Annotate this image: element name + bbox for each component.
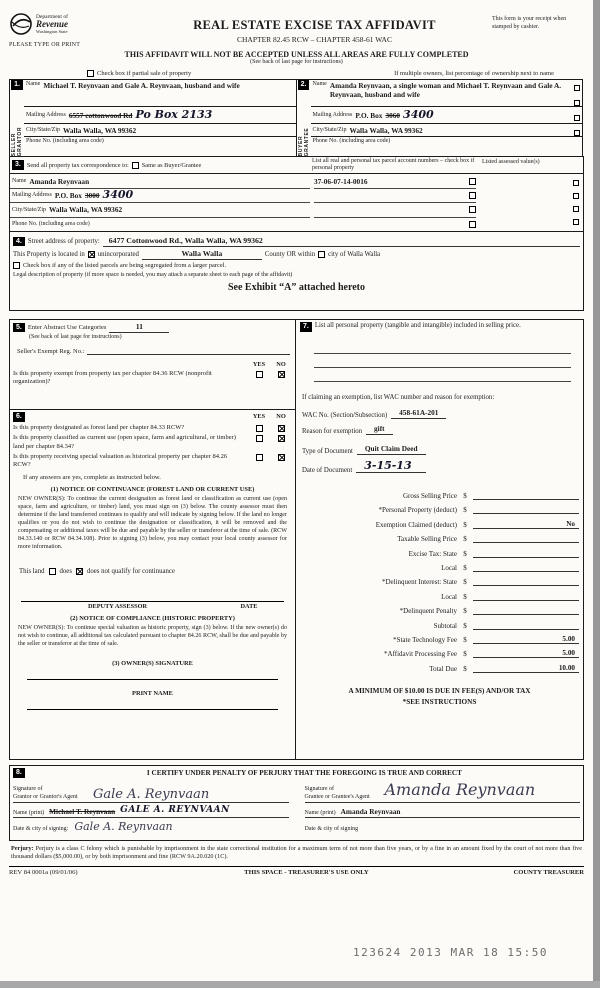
personal-property-blank-line [314, 368, 571, 382]
section-2-buyer [296, 79, 584, 157]
correspondence-mailing-label: Mailing Address [12, 192, 52, 199]
cashier-stamp: 123624 2013 MAR 18 15:50 [353, 946, 548, 959]
buyer-mailing-label: Mailing Address [312, 112, 353, 118]
grantor-name-print-label: Name (print) [13, 809, 45, 816]
scan-edge-bottom [0, 981, 600, 988]
exempt-reg-blank [87, 346, 290, 355]
correspondence-name-value: Amanda Reynvaan [29, 176, 90, 186]
section-7-number: 7. [300, 322, 312, 332]
fee-row-exemption [300, 514, 579, 528]
section-8-number: 8. [13, 768, 25, 778]
abstract-use-label: Enter Abstract Use Categories [27, 324, 107, 331]
tax-exempt-no-checkbox [278, 371, 285, 378]
fee-row-delinquent-local [300, 586, 579, 600]
exhibit-a-note: See Exhibit “A” attached hereto [227, 282, 366, 293]
fee-row-technology [300, 630, 579, 644]
fee-label: *Delinquent Penalty [399, 607, 457, 616]
correspondence-city-label: City/State/Zip [12, 206, 46, 213]
date-label: DATE [240, 602, 258, 610]
section-4-property [9, 231, 584, 311]
fee-value [473, 499, 579, 500]
personal-property-checkbox [469, 206, 476, 213]
fee-label: *State Technology Fee [393, 635, 457, 644]
section-1-seller [9, 79, 297, 157]
no-header: NO [276, 361, 286, 368]
notice-continuance-title: (1) NOTICE OF CONTINUANCE (FOREST LAND OR CURRENT USE) [50, 485, 255, 493]
form-chapter: CHAPTER 82.45 RCW – CHAPTER 458-61 WAC [237, 35, 392, 44]
section-3-correspondence [9, 156, 584, 232]
tax-exempt-question: Is this property exempt from property tax per chapter 84.36 RCW (nonprofit organization)? [13, 370, 212, 386]
perjury-notice [9, 845, 584, 862]
assessed-value-boxes [480, 174, 583, 231]
land-does-not-checkbox [76, 568, 83, 575]
seller-mailing-handwritten: Po Box 2133 [135, 107, 213, 121]
segregated-checkbox [13, 262, 20, 269]
county-treasurer-label: COUNTY TREASURER [513, 868, 584, 876]
dollar-sign: $ [463, 621, 467, 630]
owner-signature-line [27, 667, 278, 680]
please-type-or-print: PLEASE TYPE OR PRINT [9, 42, 81, 48]
partial-sale-checkbox [87, 70, 94, 77]
perjury-label: Perjury: [11, 845, 34, 852]
seller-city-label: City/State/Zip [26, 127, 60, 133]
percent-box [574, 130, 580, 136]
current-use-yes-checkbox [256, 435, 263, 442]
personal-property-checkbox [469, 221, 476, 228]
grantee-signature-script: Amanda Reynvaan [384, 779, 536, 799]
dollar-sign: $ [463, 664, 467, 673]
dollar-sign: $ [463, 492, 467, 501]
dept-line2: Revenue [36, 18, 68, 29]
fee-label: Local [441, 564, 457, 573]
correspondence-name-label: Name [12, 178, 27, 185]
dept-line3: Washington State [36, 28, 68, 34]
grantee-date-label: Date & city of signing [304, 825, 359, 832]
section-6-number: 6. [13, 412, 25, 422]
parcel-header: List all real and personal tax parcel account numbers – check box if personal property [312, 158, 475, 172]
fee-row-total-due [300, 658, 579, 672]
dollar-sign: $ [463, 520, 467, 529]
percent-box [574, 100, 580, 106]
seller-name-value: Michael T. Reynvaan and Gale A. Reynvaan, husband and wife [43, 81, 240, 90]
minimum-fee-note: A MINIMUM OF $10.00 IS DUE IN FEE(S) AND/OR TAX [348, 686, 531, 695]
print-name-label: PRINT NAME [132, 689, 173, 697]
section-3-number: 3. [12, 160, 24, 170]
no-header: NO [276, 413, 286, 421]
street-address-value: 6477 Cottonwood Rd., Walla Walla, WA 99362 [103, 236, 580, 247]
tax-exempt-yes-checkbox [256, 371, 263, 378]
historic-no-checkbox [278, 454, 285, 461]
percent-box [574, 85, 580, 91]
dollar-sign: $ [463, 650, 467, 659]
if-yes-note: If any answers are yes, complete as instructed below. [23, 473, 161, 481]
multiple-owners-label: If multiple owners, list percentage of ownership next to name [394, 70, 554, 77]
grantor-signature-label-2: Grantor or Grantor's Agent [13, 793, 78, 800]
current-use-question: Is this property classified as current use (open space, farm and agricultural, or timber) land per chapter 84.34? [13, 434, 236, 450]
grantee-signature-label-2: Grantee or Grantee's Agent [304, 793, 370, 800]
fee-label: Total Due [429, 664, 457, 673]
personal-property-label: List all personal property (tangible and intangible) included in selling price. [314, 322, 521, 329]
this-land-label: This land [19, 567, 45, 575]
fee-value [473, 513, 579, 514]
same-as-buyer-checkbox [132, 162, 139, 169]
assessed-value-box [573, 180, 579, 186]
seller-phone-label: Phone No. (including area code) [26, 138, 104, 144]
notice-continuance-body: NEW OWNER(S): To continue the current designation as forest land or classification as current use (open space, farm and agriculture, or timber) land, you must sign on (3) below. The county assessor must then determine if the land transferred continues to qualify and will indicate by signing below. If the land no longer qualifies or you do not wish to continue the designation or classification, it will be removed and the compensating or additional taxes will be due and payable by the seller or transferor at the time of sale. (RCW 84.33.140 or RCW 84.34.108). Prior to signing (3) below, you may contact your local county assessor for more information. [18, 495, 287, 551]
grantor-side-label: GRANTOR [17, 126, 23, 156]
parties-section [9, 79, 584, 157]
grantor-signature-block [13, 781, 289, 832]
notice-compliance-body: NEW OWNER(S): To continue special valuation as historic property, sign (3) below. If the new owner(s) do not wish to continue, all additional tax calculated pursuant to chapter 84.26 RCW, shall be due and payable by the seller or transferor at the time of sale. [18, 624, 287, 647]
grantor-date-script: Gale A. Reynvaan [74, 819, 173, 833]
fee-value [473, 542, 579, 543]
grantee-signature-label-1: Signature of [304, 786, 334, 793]
fee-label: Subtotal [433, 621, 457, 630]
certify-statement: I CERTIFY UNDER PENALTY OF PERJURY THAT THE FOREGOING IS TRUE AND CORRECT [146, 768, 462, 777]
current-use-no-checkbox [278, 435, 285, 442]
seller-mailing-struck: 6557 cottonwood Rd [68, 110, 133, 120]
section-2-number: 2. [298, 80, 310, 90]
form-title: REAL ESTATE EXCISE TAX AFFIDAVIT [193, 18, 436, 32]
forest-land-question: Is this property designated as forest land per chapter 84.33 RCW? [13, 423, 185, 431]
fee-value [473, 629, 579, 630]
grantor-name-handwritten: GALE A. REYNVAAN [120, 804, 230, 815]
unincorporated-checkbox [88, 251, 95, 258]
fee-label: Gross Selling Price [402, 492, 457, 501]
assessed-value-box [573, 193, 579, 199]
dollar-sign: $ [463, 535, 467, 544]
city-checkbox [318, 251, 325, 258]
section-4-number: 4. [13, 237, 25, 247]
county-or-within-label: County OR within [264, 251, 316, 258]
fee-label: *Affidavit Processing Fee [384, 650, 457, 659]
see-instructions-note: *SEE INSTRUCTIONS [402, 697, 477, 706]
section-5-number: 5. [13, 323, 25, 333]
fee-value [473, 600, 579, 601]
personal-property-checkbox [469, 192, 476, 199]
dollar-sign: $ [463, 506, 467, 515]
notice-compliance-title: (2) NOTICE OF COMPLIANCE (HISTORIC PROPERTY) [70, 614, 235, 622]
street-address-label: Street address of property: [27, 238, 100, 245]
wac-label: WAC No. (Section/Subsection) [302, 411, 388, 419]
see-back-note-2: (See back of last page for instructions) [29, 334, 122, 340]
buyer-name-value: Amanda Reynvaan, a single woman and Michael T. Reynvaan and Gale A. Reynvaan, husband and wife [329, 81, 562, 99]
dollar-sign: $ [463, 607, 467, 616]
grantee-name-value: Amanda Reynvaan [340, 806, 401, 816]
correspondence-city-value: Walla Walla, WA 99362 [49, 205, 123, 215]
fee-value [473, 585, 579, 586]
grantor-signature-label-1: Signature of [13, 786, 43, 793]
agency-block [9, 12, 137, 48]
footer-row [9, 866, 584, 876]
grantor-date-label: Date & city of signing: [13, 825, 69, 832]
form-warning: THIS AFFIDAVIT WILL NOT BE ACCEPTED UNLESS ALL AREAS ARE FULLY COMPLETED [124, 50, 469, 59]
fee-value: 5.00 [473, 649, 579, 658]
scan-edge-right [593, 0, 600, 988]
revenue-logo-icon [9, 12, 33, 36]
dollar-sign: $ [463, 564, 467, 573]
buyer-mailing-prefix: P.O. Box [355, 110, 383, 120]
perjury-body: Perjury is a class C felony which is punishable by imprisonment in the state correctional institution for a maximum term of not more than five years, or by a fine in an amount fixed by the court of not more than five thousand dollars ($5,000.00), or by both imprisonment and fine (RCW 9A.20.020 (1C). [11, 845, 583, 861]
buyer-city-value: Walla Walla, WA 99362 [349, 125, 423, 135]
print-name-line [27, 697, 278, 710]
assessed-values-header: Listed assessed value(s) [482, 159, 540, 165]
seller-name-label: Name [26, 81, 41, 87]
fee-row-subtotal [300, 615, 579, 629]
exemption-intro: If claiming an exemption, list WAC number and reason for exemption: [302, 393, 495, 401]
dollar-sign: $ [463, 592, 467, 601]
dollar-sign: $ [463, 635, 467, 644]
seller-side-label: SELLER [11, 132, 17, 156]
fee-label: Excise Tax: State [408, 549, 457, 558]
grantor-signature-script: Gale A. Reynvaan [93, 786, 210, 802]
treasurer-space-label: THIS SPACE - TREASURER'S USE ONLY [244, 868, 369, 876]
dollar-sign: $ [463, 578, 467, 587]
city-of-label: city of Walla Walla [328, 251, 381, 258]
fee-label: Local [441, 592, 457, 601]
buyer-name-label: Name [312, 81, 327, 87]
does-not-label: does not qualify for continuance [86, 567, 175, 575]
does-label: does [59, 567, 72, 575]
buyer-mailing-handwritten: 3400 [403, 107, 434, 121]
dept-line1: Department of [36, 13, 68, 20]
seller-city-value: Walla Walla, WA 99362 [63, 125, 137, 135]
located-in-label: This Property is located in [13, 251, 85, 258]
abstract-use-value: 11 [109, 322, 169, 333]
fee-row-excise-local [300, 558, 579, 572]
fee-row-delinquent-state [300, 572, 579, 586]
section-7-personal-property [295, 319, 584, 760]
fee-row-penalty [300, 601, 579, 615]
same-as-buyer-label: Same as Buyer/Grantee [141, 161, 202, 169]
correspondence-mailing-prefix: P.O. Box [54, 190, 82, 200]
fee-label: *Personal Property (deduct) [378, 506, 457, 515]
deputy-assessor-label: DEPUTY ASSESSOR [87, 602, 148, 610]
fee-value: No [473, 520, 579, 529]
assessed-value-box [573, 206, 579, 212]
section-6-land-classification [9, 409, 296, 760]
segregated-label: Check box if any of the listed parcels are being segregated from a larger parcel. [23, 262, 227, 269]
percent-box [574, 115, 580, 121]
buyer-side-label: BUYER [297, 135, 304, 156]
ownership-percent-boxes [574, 85, 580, 136]
personal-property-blank-line [314, 340, 571, 354]
correspondence-mailing-struck: 3000 [84, 190, 100, 200]
fee-row-personal [300, 500, 579, 514]
owners-signature-title: (3) OWNER(S) SIGNATURE [112, 659, 193, 667]
correspondence-phone-label: Phone No. (including area code) [12, 221, 90, 228]
fee-label: *Delinquent Interest: State [381, 578, 457, 587]
buyer-city-label: City/State/Zip [312, 127, 347, 133]
fee-label: Exemption Claimed (deduct) [375, 520, 457, 529]
section-5-abstract-use [9, 319, 296, 410]
county-value: Walla Walla [142, 249, 262, 260]
doc-type-value: Quit Claim Deed [357, 444, 426, 455]
parcel-number-value: 37-06-07-14-0016 [314, 176, 368, 186]
fee-value [473, 557, 579, 558]
fee-value: 5.00 [473, 635, 579, 644]
fee-label: Taxable Selling Price [397, 535, 457, 544]
assessed-value-box [573, 219, 579, 225]
section-1-number: 1. [11, 80, 23, 90]
partial-sale-label: Check box if partial sale of property [97, 70, 192, 77]
dollar-sign: $ [463, 549, 467, 558]
buyer-mailing-struck: 3060 [385, 110, 401, 120]
middle-columns [9, 320, 584, 760]
historic-yes-checkbox [256, 454, 263, 461]
seller-mailing-label: Mailing Address [26, 112, 66, 118]
see-back-note: (See back of last page for instructions) [250, 59, 343, 65]
fee-row-gross [300, 486, 579, 500]
buyer-phone-label: Phone No. (including area code) [312, 138, 391, 144]
fee-row-taxable [300, 529, 579, 543]
fee-value: 10.00 [473, 664, 579, 673]
personal-property-checkbox [469, 178, 476, 185]
doc-date-label: Date of Document [302, 466, 353, 474]
fee-value [473, 614, 579, 615]
doc-date-handwritten: 3-15-13 [356, 460, 425, 473]
yes-header: YES [252, 413, 266, 421]
correspondence-mailing-handwritten: 3400 [102, 187, 134, 201]
form-header [9, 12, 584, 48]
yes-header: YES [252, 361, 266, 368]
fee-row-processing [300, 644, 579, 658]
forest-no-checkbox [278, 425, 285, 432]
form-number: REV 84 0001a (09/01/06) [9, 868, 78, 876]
reason-value: gift [366, 424, 393, 435]
personal-property-blank-line [314, 354, 571, 368]
land-does-checkbox [49, 568, 56, 575]
forest-yes-checkbox [256, 425, 263, 432]
legal-description-label: Legal description of property (if more space is needed, you may attach a separate sheet to each page of the affidavit) [13, 272, 293, 278]
fee-value [473, 571, 579, 572]
section-8-signatures [9, 765, 584, 841]
wac-value: 458-61A-201 [391, 408, 446, 419]
partial-sale-row [9, 68, 584, 79]
receipt-note: This form is your receipt when stamped by cashier. [492, 16, 567, 30]
historic-property-question: Is this property receiving special valuation as historical property per chapter 84.26 RCW? [13, 453, 228, 469]
unincorporated-label: unincorporated [97, 251, 139, 258]
reason-label: Reason for exemption [302, 427, 363, 435]
grantor-name-struck: Michael T. Reynvaan [49, 806, 116, 816]
grantee-name-print-label: Name (print) [304, 809, 336, 816]
grantee-signature-block [305, 781, 581, 832]
send-correspondence-label: Send all property tax correspondence to: [26, 161, 129, 169]
fee-row-excise-state [300, 543, 579, 557]
doc-type-label: Type of Document [302, 447, 353, 455]
exempt-reg-label: Seller's Exempt Reg. No.: [17, 348, 85, 355]
grantee-side-label: GRANTEE [303, 127, 310, 156]
fee-table [300, 486, 579, 673]
